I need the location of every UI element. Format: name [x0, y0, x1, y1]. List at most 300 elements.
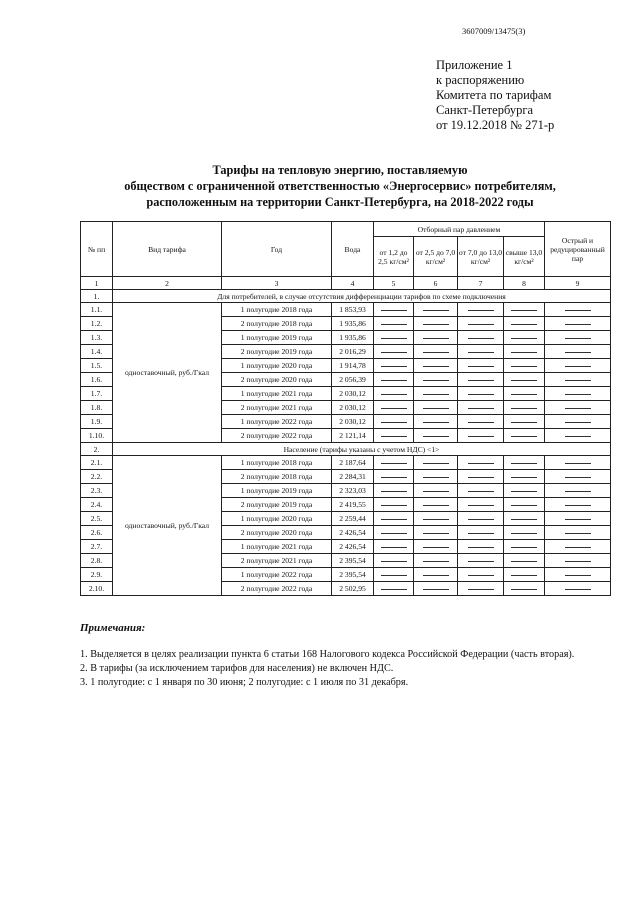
dash-mark: [468, 589, 494, 590]
dash-mark: [565, 352, 591, 353]
dash-mark: [423, 352, 449, 353]
row-num: 2.6.: [81, 526, 113, 540]
column-number: 5: [374, 277, 414, 290]
empty-tariff-cell: [414, 484, 458, 498]
dash-mark: [468, 394, 494, 395]
empty-tariff-cell: [545, 303, 611, 317]
period-cell: 1 полугодие 2022 года: [222, 568, 332, 582]
empty-tariff-cell: [504, 415, 545, 429]
dash-mark: [468, 547, 494, 548]
period-cell: 1 полугодие 2020 года: [222, 512, 332, 526]
empty-tariff-cell: [414, 554, 458, 568]
dash-mark: [468, 408, 494, 409]
column-number: 6: [414, 277, 458, 290]
empty-tariff-cell: [374, 568, 414, 582]
empty-tariff-cell: [374, 526, 414, 540]
header-num: № пп: [81, 222, 113, 277]
row-num: 1.1.: [81, 303, 113, 317]
dash-mark: [423, 324, 449, 325]
dash-mark: [468, 380, 494, 381]
empty-tariff-cell: [414, 526, 458, 540]
table-row: [81, 303, 611, 317]
row-num: 2.4.: [81, 498, 113, 512]
period-cell: 2 полугодие 2021 года: [222, 401, 332, 415]
empty-tariff-cell: [458, 484, 504, 498]
empty-tariff-cell: [458, 401, 504, 415]
dash-mark: [423, 533, 449, 534]
header-pressure-1: от 1,2 до 2,5 кг/см²: [374, 237, 414, 277]
dash-mark: [468, 366, 494, 367]
dash-mark: [511, 561, 537, 562]
row-num: 2.3.: [81, 484, 113, 498]
empty-tariff-cell: [414, 498, 458, 512]
dash-mark: [468, 505, 494, 506]
dash-mark: [423, 422, 449, 423]
period-cell: 2 полугодие 2019 года: [222, 345, 332, 359]
empty-tariff-cell: [458, 387, 504, 401]
empty-tariff-cell: [414, 540, 458, 554]
empty-tariff-cell: [414, 429, 458, 443]
dash-mark: [468, 533, 494, 534]
empty-tariff-cell: [545, 512, 611, 526]
table-row: [81, 456, 611, 470]
dash-mark: [511, 422, 537, 423]
dash-mark: [381, 408, 407, 409]
dash-mark: [468, 561, 494, 562]
water-tariff-cell: 1 935,86: [332, 317, 374, 331]
dash-mark: [511, 310, 537, 311]
empty-tariff-cell: [545, 456, 611, 470]
dash-mark: [381, 561, 407, 562]
dash-mark: [511, 436, 537, 437]
empty-tariff-cell: [458, 498, 504, 512]
dash-mark: [468, 436, 494, 437]
empty-tariff-cell: [458, 540, 504, 554]
empty-tariff-cell: [458, 512, 504, 526]
empty-tariff-cell: [545, 526, 611, 540]
empty-tariff-cell: [545, 415, 611, 429]
dash-mark: [381, 352, 407, 353]
dash-mark: [423, 575, 449, 576]
dash-mark: [468, 422, 494, 423]
dash-mark: [381, 575, 407, 576]
period-cell: 2 полугодие 2018 года: [222, 470, 332, 484]
empty-tariff-cell: [545, 429, 611, 443]
dash-mark: [511, 505, 537, 506]
dash-mark: [423, 380, 449, 381]
dash-mark: [565, 436, 591, 437]
header-steam-group: Отборный пар давлением: [374, 222, 545, 237]
empty-tariff-cell: [504, 526, 545, 540]
empty-tariff-cell: [374, 415, 414, 429]
dash-mark: [565, 505, 591, 506]
dash-mark: [381, 310, 407, 311]
empty-tariff-cell: [504, 303, 545, 317]
dash-mark: [423, 436, 449, 437]
group-label: Для потребителей, в случае отсутствия дифференциации тарифов по схеме подключения: [113, 290, 611, 303]
dash-mark: [468, 575, 494, 576]
empty-tariff-cell: [545, 387, 611, 401]
period-cell: 1 полугодие 2019 года: [222, 484, 332, 498]
column-number: 7: [458, 277, 504, 290]
dash-mark: [468, 310, 494, 311]
dash-mark: [511, 533, 537, 534]
dash-mark: [565, 463, 591, 464]
empty-tariff-cell: [504, 317, 545, 331]
dash-mark: [511, 380, 537, 381]
group-row: [81, 443, 611, 456]
water-tariff-cell: 2 259,44: [332, 512, 374, 526]
water-tariff-cell: 2 030,12: [332, 401, 374, 415]
water-tariff-cell: 2 426,54: [332, 526, 374, 540]
period-cell: 2 полугодие 2020 года: [222, 526, 332, 540]
dash-mark: [423, 561, 449, 562]
empty-tariff-cell: [458, 317, 504, 331]
dash-mark: [468, 491, 494, 492]
water-tariff-cell: 2 056,39: [332, 373, 374, 387]
dash-mark: [565, 533, 591, 534]
empty-tariff-cell: [374, 582, 414, 596]
empty-tariff-cell: [504, 387, 545, 401]
empty-tariff-cell: [545, 331, 611, 345]
water-tariff-cell: 1 914,78: [332, 359, 374, 373]
empty-tariff-cell: [458, 429, 504, 443]
column-number: 1: [81, 277, 113, 290]
empty-tariff-cell: [504, 401, 545, 415]
empty-tariff-cell: [504, 429, 545, 443]
empty-tariff-cell: [504, 582, 545, 596]
dash-mark: [468, 519, 494, 520]
dash-mark: [423, 477, 449, 478]
empty-tariff-cell: [545, 470, 611, 484]
empty-tariff-cell: [545, 582, 611, 596]
dash-mark: [381, 422, 407, 423]
empty-tariff-cell: [414, 303, 458, 317]
header-pressure-4: свыше 13,0 кг/см²: [504, 237, 545, 277]
header-water: Вода: [332, 222, 374, 277]
empty-tariff-cell: [458, 359, 504, 373]
dash-mark: [381, 366, 407, 367]
column-number: 2: [113, 277, 222, 290]
empty-tariff-cell: [458, 303, 504, 317]
dash-mark: [511, 324, 537, 325]
dash-mark: [511, 589, 537, 590]
water-tariff-cell: 2 187,64: [332, 456, 374, 470]
period-cell: 2 полугодие 2022 года: [222, 429, 332, 443]
empty-tariff-cell: [374, 331, 414, 345]
empty-tariff-cell: [545, 498, 611, 512]
empty-tariff-cell: [414, 582, 458, 596]
empty-tariff-cell: [414, 456, 458, 470]
empty-tariff-cell: [458, 373, 504, 387]
water-tariff-cell: 1 853,93: [332, 303, 374, 317]
appendix-line: от 19.12.2018 № 271-р: [436, 118, 555, 132]
water-tariff-cell: 2 426,54: [332, 540, 374, 554]
dash-mark: [511, 477, 537, 478]
empty-tariff-cell: [504, 554, 545, 568]
empty-tariff-cell: [504, 331, 545, 345]
period-cell: 1 полугодие 2021 года: [222, 540, 332, 554]
row-num: 2.10.: [81, 582, 113, 596]
dash-mark: [511, 408, 537, 409]
dash-mark: [381, 380, 407, 381]
dash-mark: [511, 352, 537, 353]
empty-tariff-cell: [414, 512, 458, 526]
empty-tariff-cell: [458, 470, 504, 484]
dash-mark: [381, 463, 407, 464]
empty-tariff-cell: [374, 401, 414, 415]
row-num: 1.5.: [81, 359, 113, 373]
header-row: [81, 222, 611, 237]
document-title: [70, 162, 610, 210]
dash-mark: [565, 366, 591, 367]
empty-tariff-cell: [504, 470, 545, 484]
column-number: 4: [332, 277, 374, 290]
water-tariff-cell: 2 502,95: [332, 582, 374, 596]
dash-mark: [565, 561, 591, 562]
row-num: 2.2.: [81, 470, 113, 484]
empty-tariff-cell: [414, 470, 458, 484]
water-tariff-cell: 2 030,12: [332, 387, 374, 401]
period-cell: 1 полугодие 2020 года: [222, 359, 332, 373]
dash-mark: [565, 324, 591, 325]
row-num: 1.6.: [81, 373, 113, 387]
empty-tariff-cell: [374, 456, 414, 470]
empty-tariff-cell: [414, 568, 458, 582]
empty-tariff-cell: [504, 498, 545, 512]
empty-tariff-cell: [545, 484, 611, 498]
note-item: 3. 1 полугодие: с 1 января по 30 июня; 2 полугодие: с 1 июля по 31 декабря.: [80, 677, 409, 688]
empty-tariff-cell: [545, 345, 611, 359]
dash-mark: [565, 380, 591, 381]
column-number: 8: [504, 277, 545, 290]
dash-mark: [381, 519, 407, 520]
empty-tariff-cell: [374, 512, 414, 526]
document-number: 3607009/13475(3): [462, 26, 526, 36]
empty-tariff-cell: [504, 512, 545, 526]
header-sharp-steam: Острый и редуцированный пар: [545, 222, 611, 277]
dash-mark: [511, 575, 537, 576]
period-cell: 2 полугодие 2021 года: [222, 554, 332, 568]
row-num: 1.8.: [81, 401, 113, 415]
empty-tariff-cell: [414, 373, 458, 387]
header-year: Год: [222, 222, 332, 277]
period-cell: 1 полугодие 2022 года: [222, 415, 332, 429]
dash-mark: [565, 477, 591, 478]
dash-mark: [423, 589, 449, 590]
dash-mark: [565, 422, 591, 423]
dash-mark: [381, 477, 407, 478]
water-tariff-cell: 2 419,55: [332, 498, 374, 512]
period-cell: 1 полугодие 2019 года: [222, 331, 332, 345]
row-num: 2.7.: [81, 540, 113, 554]
tariff-type-cell: одноставочный, руб./Гкал: [113, 456, 222, 596]
row-num: 1.2.: [81, 317, 113, 331]
dash-mark: [565, 394, 591, 395]
water-tariff-cell: 2 395,54: [332, 568, 374, 582]
empty-tariff-cell: [504, 484, 545, 498]
dash-mark: [565, 575, 591, 576]
empty-tariff-cell: [504, 568, 545, 582]
dash-mark: [381, 491, 407, 492]
empty-tariff-cell: [458, 554, 504, 568]
row-num: 2.8.: [81, 554, 113, 568]
header-tariff-type: Вид тарифа: [113, 222, 222, 277]
period-cell: 1 полугодие 2018 года: [222, 303, 332, 317]
row-num: 2.5.: [81, 512, 113, 526]
empty-tariff-cell: [458, 582, 504, 596]
empty-tariff-cell: [374, 387, 414, 401]
group-row: [81, 290, 611, 303]
row-num: 1.9.: [81, 415, 113, 429]
dash-mark: [381, 589, 407, 590]
empty-tariff-cell: [414, 345, 458, 359]
header-pressure-3: от 7,0 до 13,0 кг/см²: [458, 237, 504, 277]
row-num: 2.1.: [81, 456, 113, 470]
empty-tariff-cell: [504, 345, 545, 359]
column-number: 9: [545, 277, 611, 290]
appendix-line: к распоряжению: [436, 73, 525, 87]
dash-mark: [381, 533, 407, 534]
row-num: 1.3.: [81, 331, 113, 345]
group-num: 1.: [81, 290, 113, 303]
row-num: 1.10.: [81, 429, 113, 443]
appendix-line: Комитета по тарифам: [436, 88, 552, 102]
empty-tariff-cell: [374, 303, 414, 317]
empty-tariff-cell: [414, 317, 458, 331]
dash-mark: [565, 338, 591, 339]
period-cell: 2 полугодие 2022 года: [222, 582, 332, 596]
water-tariff-cell: 2 016,29: [332, 345, 374, 359]
title-line: обществом с ограниченной ответственностью «Энергосервис» потребителям,: [124, 179, 556, 193]
dash-mark: [468, 338, 494, 339]
appendix-line: Санкт-Петербурга: [436, 103, 534, 117]
empty-tariff-cell: [545, 568, 611, 582]
column-number-row: [81, 277, 611, 290]
empty-tariff-cell: [374, 498, 414, 512]
empty-tariff-cell: [374, 373, 414, 387]
water-tariff-cell: 2 121,14: [332, 429, 374, 443]
empty-tariff-cell: [458, 568, 504, 582]
empty-tariff-cell: [504, 373, 545, 387]
notes-title: Примечания:: [80, 622, 146, 634]
empty-tariff-cell: [545, 540, 611, 554]
period-cell: 2 полугодие 2018 года: [222, 317, 332, 331]
dash-mark: [381, 324, 407, 325]
dash-mark: [468, 352, 494, 353]
row-num: 2.9.: [81, 568, 113, 582]
notes-list: [80, 648, 574, 690]
empty-tariff-cell: [414, 401, 458, 415]
tariff-table: [80, 221, 611, 596]
water-tariff-cell: 2 395,54: [332, 554, 374, 568]
dash-mark: [565, 310, 591, 311]
dash-mark: [468, 463, 494, 464]
dash-mark: [565, 519, 591, 520]
dash-mark: [423, 366, 449, 367]
empty-tariff-cell: [414, 387, 458, 401]
empty-tariff-cell: [458, 456, 504, 470]
dash-mark: [565, 589, 591, 590]
dash-mark: [565, 491, 591, 492]
note-item: 2. В тарифы (за исключением тарифов для населения) не включен НДС.: [80, 663, 394, 674]
empty-tariff-cell: [374, 359, 414, 373]
empty-tariff-cell: [545, 554, 611, 568]
empty-tariff-cell: [374, 429, 414, 443]
empty-tariff-cell: [414, 331, 458, 345]
title-line: Тарифы на тепловую энергию, поставляемую: [212, 163, 468, 177]
empty-tariff-cell: [545, 373, 611, 387]
dash-mark: [423, 547, 449, 548]
dash-mark: [468, 477, 494, 478]
group-num: 2.: [81, 443, 113, 456]
empty-tariff-cell: [374, 345, 414, 359]
dash-mark: [381, 547, 407, 548]
dash-mark: [511, 338, 537, 339]
dash-mark: [511, 491, 537, 492]
appendix-block: [436, 58, 554, 133]
empty-tariff-cell: [374, 470, 414, 484]
dash-mark: [423, 491, 449, 492]
dash-mark: [468, 324, 494, 325]
dash-mark: [511, 394, 537, 395]
header-pressure-2: от 2,5 до 7,0 кг/см²: [414, 237, 458, 277]
empty-tariff-cell: [458, 345, 504, 359]
dash-mark: [423, 310, 449, 311]
period-cell: 1 полугодие 2021 года: [222, 387, 332, 401]
water-tariff-cell: 2 284,31: [332, 470, 374, 484]
period-cell: 2 полугодие 2019 года: [222, 498, 332, 512]
dash-mark: [381, 436, 407, 437]
appendix-line: Приложение 1: [436, 58, 513, 72]
water-tariff-cell: 1 935,86: [332, 331, 374, 345]
dash-mark: [423, 394, 449, 395]
dash-mark: [565, 408, 591, 409]
empty-tariff-cell: [374, 554, 414, 568]
empty-tariff-cell: [458, 331, 504, 345]
dash-mark: [511, 547, 537, 548]
dash-mark: [423, 463, 449, 464]
dash-mark: [565, 547, 591, 548]
row-num: 1.4.: [81, 345, 113, 359]
group-label: Население (тарифы указаны с учетом НДС) <1>: [113, 443, 611, 456]
water-tariff-cell: 2 030,12: [332, 415, 374, 429]
period-cell: 1 полугодие 2018 года: [222, 456, 332, 470]
empty-tariff-cell: [414, 359, 458, 373]
dash-mark: [511, 519, 537, 520]
dash-mark: [381, 338, 407, 339]
dash-mark: [423, 505, 449, 506]
empty-tariff-cell: [504, 359, 545, 373]
empty-tariff-cell: [504, 456, 545, 470]
dash-mark: [423, 408, 449, 409]
empty-tariff-cell: [414, 415, 458, 429]
empty-tariff-cell: [374, 484, 414, 498]
title-line: расположенным на территории Санкт-Петербурга, на 2018-2022 годы: [146, 195, 534, 209]
empty-tariff-cell: [374, 317, 414, 331]
empty-tariff-cell: [458, 526, 504, 540]
dash-mark: [511, 366, 537, 367]
note-item: 1. Выделяется в целях реализации пункта 6 статьи 168 Налогового кодекса Российской Федерации (часть вторая).: [80, 649, 575, 660]
dash-mark: [381, 505, 407, 506]
tariff-type-cell: одноставочный, руб./Гкал: [113, 303, 222, 443]
row-num: 1.7.: [81, 387, 113, 401]
dash-mark: [381, 394, 407, 395]
dash-mark: [511, 463, 537, 464]
empty-tariff-cell: [374, 540, 414, 554]
period-cell: 2 полугодие 2020 года: [222, 373, 332, 387]
empty-tariff-cell: [545, 401, 611, 415]
